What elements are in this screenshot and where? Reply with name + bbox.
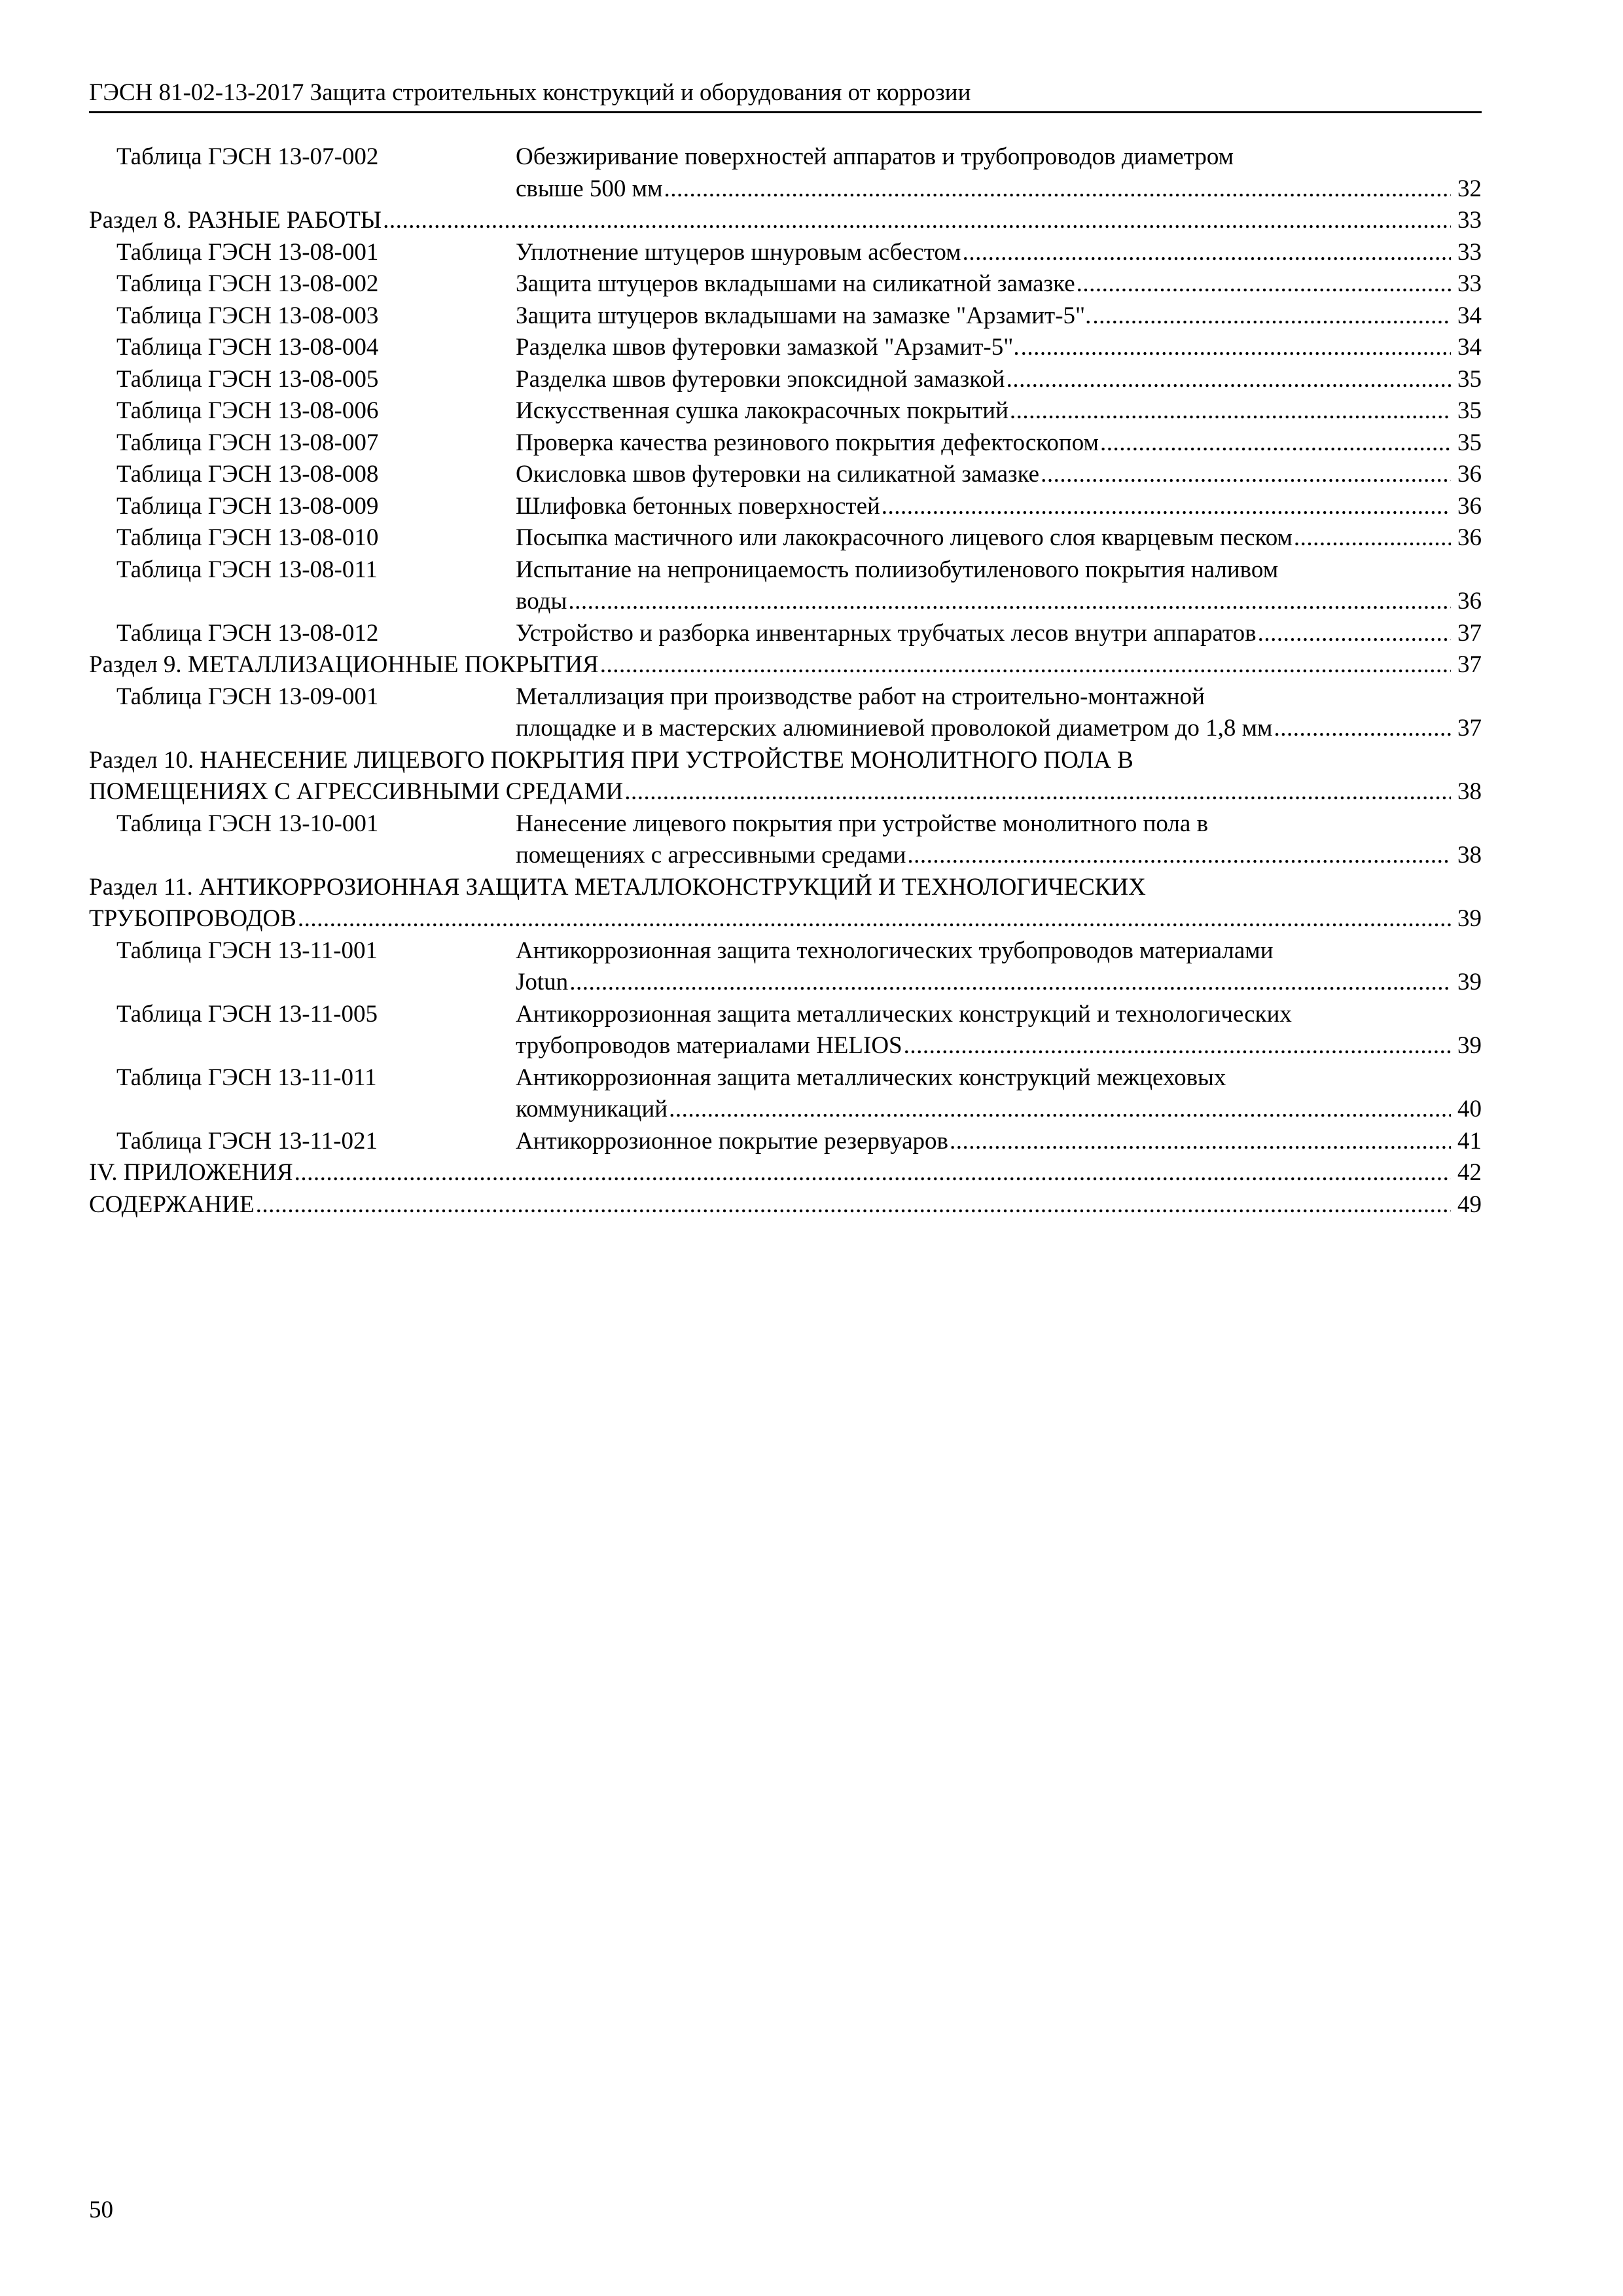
toc-entry-text: Раздел 10. НАНЕСЕНИЕ ЛИЦЕВОГО ПОКРЫТИЯ ПРИ УСТРОЙСТВЕ МОНОЛИТНОГО ПОЛА В [89,746,1133,774]
toc-table-entry [89,141,1482,205]
toc-table-entry [89,332,1482,364]
toc-table-entry [89,1062,1482,1126]
toc-entry-text: Антикоррозионная защита металлических конструкций и технологических [516,1000,1292,1028]
toc-entry-line [516,999,1482,1031]
toc-entry-line [516,1126,1482,1158]
toc-entry-text: Раздел 9. МЕТАЛЛИЗАЦИОННЫЕ ПОКРЫТИЯ [89,651,599,678]
toc-entry-line [516,840,1482,872]
dot-leader [1007,364,1451,396]
toc-page-number: 32 [1457,175,1482,202]
dot-leader [963,237,1451,269]
toc-entry-title [89,649,1482,681]
toc-table-code: Таблица ГЭСН 13-11-021 [116,1127,378,1155]
toc-entry-text: ПОМЕЩЕНИЯХ С АГРЕССИВНЫМИ СРЕДАМИ [89,778,624,805]
dot-leader [907,840,1451,872]
toc-table-code: Таблица ГЭСН 13-08-007 [116,429,379,456]
toc-table-code: Таблица ГЭСН 13-08-004 [116,334,379,361]
dot-leader [569,967,1451,999]
toc-entry-line [516,713,1482,745]
dot-leader [294,1157,1451,1189]
toc-page-number: 33 [1457,270,1482,297]
toc-entry-text: Обезжиривание поверхностей аппаратов и трубопроводов диаметром [516,143,1234,170]
toc-entry-title [516,681,1482,745]
toc-entry-text: Раздел 8. РАЗНЫЕ РАБОТЫ [89,207,382,234]
toc-entry-text: помещениях с агрессивными средами [516,842,906,869]
toc-entry-title [516,459,1482,491]
toc-entry-text: Раздел 11. АНТИКОРРОЗИОННАЯ ЗАЩИТА МЕТАЛЛОКОНСТРУКЦИЙ И ТЕХНОЛОГИЧЕСКИХ [89,873,1146,901]
dot-leader [950,1126,1451,1158]
dot-leader [1258,618,1451,650]
toc-entry-line [516,522,1482,554]
toc-entry-text: Разделка швов футеровки эпоксидной замазкой [516,365,1005,393]
toc-entry-text: Разделка швов футеровки замазкой "Арзамит-5". [516,334,1020,361]
toc-entry-line [89,903,1482,935]
toc-page-number: 38 [1457,778,1482,805]
toc-entry-line [516,1094,1482,1126]
dot-leader [1021,332,1451,364]
toc-entry-text: свыше 500 мм [516,175,663,202]
toc-table-code: Таблица ГЭСН 13-11-001 [116,937,378,964]
toc-entry-title [516,999,1482,1062]
table-of-contents [89,141,1482,1221]
toc-entry-line [516,1030,1482,1062]
toc-part-entry [89,1157,1482,1189]
toc-entry-title [516,554,1482,618]
toc-table-code: Таблица ГЭСН 13-08-006 [116,397,379,424]
toc-entry-line [516,554,1482,586]
dot-leader [298,903,1451,935]
dot-leader [882,491,1451,523]
toc-section-entry [89,649,1482,681]
toc-page-number: 36 [1457,524,1482,551]
toc-page-number: 36 [1457,492,1482,520]
toc-table-entry [89,491,1482,523]
toc-entry-title [516,1126,1482,1158]
toc-entry-text: Антикоррозионная защита металлических конструкций межцеховых [516,1064,1226,1091]
toc-page-number: 37 [1457,651,1482,678]
toc-entry-line [89,776,1482,808]
toc-entry-line [516,332,1482,364]
toc-table-code: Таблица ГЭСН 13-11-005 [116,1000,378,1028]
toc-section-entry [89,872,1482,935]
toc-page-number: 39 [1457,969,1482,996]
toc-table-code: Таблица ГЭСН 13-08-012 [116,619,379,647]
toc-table-code: Таблица ГЭСН 13-08-005 [116,365,379,393]
toc-entry-line [516,586,1482,618]
toc-table-code: Таблица ГЭСН 13-08-011 [116,556,378,583]
toc-table-entry [89,395,1482,427]
toc-entry-title [516,395,1482,427]
toc-entry-text: Проверка качества резинового покрытия дефектоскопом [516,429,1099,456]
toc-page-number: 39 [1457,1032,1482,1059]
toc-page-number: 37 [1457,715,1482,742]
toc-section-entry [89,745,1482,808]
toc-entry-title [516,491,1482,523]
toc-entry-title [516,618,1482,650]
dot-leader [904,1030,1451,1062]
toc-entry-line [516,237,1482,269]
toc-page-number: 40 [1457,1096,1482,1122]
toc-entry-text: Окисловка швов футеровки на силикатной замазке [516,461,1040,488]
toc-table-entry [89,427,1482,459]
toc-entry-text: ТРУБОПРОВОДОВ [89,905,296,932]
toc-entry-line [89,1157,1482,1189]
toc-entry-line [89,872,1482,904]
toc-page-number: 41 [1457,1127,1482,1155]
toc-page-number: 35 [1457,365,1482,393]
toc-entry-line [516,173,1482,206]
toc-page-number: 35 [1457,397,1482,424]
toc-page-number: 38 [1457,842,1482,869]
toc-entry-title [516,237,1482,269]
toc-entry-text: Металлизация при производстве работ на строительно-монтажной [516,683,1205,710]
dot-leader [1294,522,1451,554]
toc-entry-text: Устройство и разборка инвентарных трубчатых лесов внутри аппаратов [516,619,1257,647]
toc-table-entry [89,459,1482,491]
dot-leader [1092,300,1451,332]
toc-entry-line [89,649,1482,681]
toc-page-number: 33 [1457,238,1482,266]
toc-entry-title [89,1157,1482,1189]
toc-page-number: 34 [1457,334,1482,361]
toc-table-code: Таблица ГЭСН 13-08-003 [116,302,379,329]
dot-leader [568,586,1451,618]
toc-entry-title [516,332,1482,364]
toc-table-code: Таблица ГЭСН 13-08-002 [116,270,379,297]
toc-table-entry [89,554,1482,618]
toc-entry-title [89,745,1482,808]
dot-leader [1274,713,1451,745]
toc-entry-line [516,364,1482,396]
toc-table-entry [89,300,1482,332]
toc-entry-text: Искусственная сушка лакокрасочных покрытий [516,397,1008,424]
toc-entry-text: Уплотнение штуцеров шнуровым асбестом [516,238,961,266]
page-number: 50 [89,2197,113,2223]
toc-table-code: Таблица ГЭСН 13-11-011 [116,1064,377,1091]
toc-table-entry [89,681,1482,745]
toc-entry-line [516,681,1482,713]
toc-table-code: Таблица ГЭСН 13-09-001 [116,683,379,710]
toc-entry-text: Антикоррозионная защита технологических трубопроводов материалами [516,937,1274,964]
toc-table-entry [89,808,1482,872]
toc-entry-title [516,364,1482,396]
toc-entry-line [89,1189,1482,1221]
toc-entry-line [516,395,1482,427]
toc-page-number: 36 [1457,461,1482,488]
toc-entry-text: коммуникаций [516,1096,668,1122]
toc-entry-line [516,967,1482,999]
toc-entry-line [516,427,1482,459]
toc-entry-title [516,1062,1482,1126]
toc-table-code: Таблица ГЭСН 13-08-008 [116,461,379,488]
toc-entry-text: Нанесение лицевого покрытия при устройстве монолитного пола в [516,810,1209,837]
toc-page-number: 39 [1457,905,1482,932]
toc-table-entry [89,237,1482,269]
toc-entry-text: трубопроводов материалами HELIOS [516,1032,902,1059]
toc-table-code: Таблица ГЭСН 13-08-010 [116,524,379,551]
toc-entry-line [516,459,1482,491]
toc-table-entry [89,999,1482,1062]
toc-entry-text: Испытание на непроницаемость полиизобутиленового покрытия наливом [516,556,1279,583]
toc-entry-title [516,268,1482,300]
toc-page-number: 49 [1457,1191,1482,1218]
toc-page-number: 34 [1457,302,1482,329]
dot-leader [1010,395,1451,427]
dot-leader [600,649,1451,681]
dot-leader [669,1094,1451,1126]
toc-page-number: 33 [1457,207,1482,234]
toc-entry-title [516,808,1482,872]
toc-table-code: Таблица ГЭСН 13-07-002 [116,143,379,170]
toc-entry-text: воды [516,588,567,615]
toc-entry-text: Шлифовка бетонных поверхностей [516,492,880,520]
toc-entry-text: площадке и в мастерских алюминиевой проволокой диаметром до 1,8 мм [516,715,1273,742]
toc-entry-text: IV. ПРИЛОЖЕНИЯ [89,1159,293,1186]
toc-entry-line [516,268,1482,300]
toc-entry-line [516,935,1482,967]
dot-leader [256,1189,1451,1221]
toc-entry-title [89,205,1482,237]
dot-leader [664,173,1452,206]
toc-entry-title [89,872,1482,935]
toc-entry-line [516,491,1482,523]
toc-table-entry [89,522,1482,554]
toc-page-number: 35 [1457,429,1482,456]
toc-entry-text: Антикоррозионное покрытие резервуаров [516,1127,949,1155]
toc-table-entry [89,364,1482,396]
dot-leader [1077,268,1451,300]
dot-leader [624,776,1451,808]
dot-leader [383,205,1451,237]
toc-table-code: Таблица ГЭСН 13-08-009 [116,492,379,520]
toc-part-entry [89,1189,1482,1221]
toc-table-entry [89,618,1482,650]
toc-entry-text: СОДЕРЖАНИЕ [89,1191,255,1218]
toc-entry-line [89,745,1482,777]
toc-table-entry [89,268,1482,300]
toc-table-entry [89,1126,1482,1158]
toc-entry-text: Защита штуцеров вкладышами на силикатной замазке [516,270,1075,297]
toc-table-code: Таблица ГЭСН 13-08-001 [116,238,379,266]
toc-page-number: 37 [1457,619,1482,647]
toc-entry-line [516,1062,1482,1094]
toc-entry-line [516,618,1482,650]
toc-entry-title [516,935,1482,999]
toc-section-entry [89,205,1482,237]
toc-entry-line [516,808,1482,840]
toc-table-code: Таблица ГЭСН 13-10-001 [116,810,379,837]
toc-table-entry [89,935,1482,999]
toc-entry-title [516,427,1482,459]
toc-entry-text: Посыпка мастичного или лакокрасочного лицевого слоя кварцевым песком [516,524,1293,551]
header-title: ГЭСН 81-02-13-2017 Защита строительных конструкций и оборудования от коррозии [89,79,971,106]
toc-entry-title [516,522,1482,554]
toc-entry-title [89,1189,1482,1221]
toc-page-number: 42 [1457,1159,1482,1186]
toc-entry-text: Jotun [516,969,569,996]
toc-entry-line [89,205,1482,237]
toc-entry-line [516,141,1482,173]
toc-entry-title [516,300,1482,332]
toc-entry-line [516,300,1482,332]
running-header [89,79,1482,113]
toc-entry-text: Защита штуцеров вкладышами на замазке "Арзамит-5". [516,302,1092,329]
toc-page-number: 36 [1457,588,1482,615]
dot-leader [1041,459,1451,491]
toc-entry-title [516,141,1482,205]
dot-leader [1100,427,1451,459]
